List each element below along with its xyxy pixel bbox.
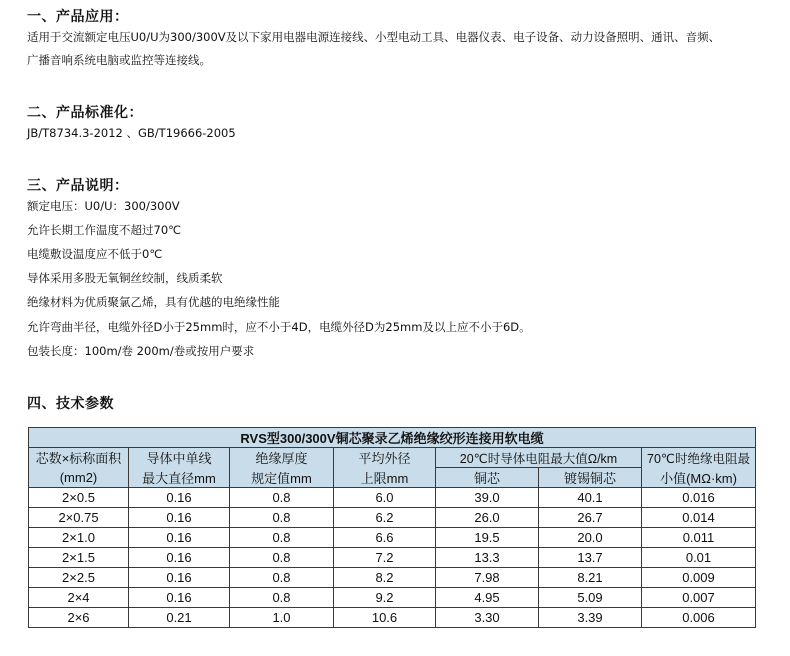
- table-title: RVS型300/300V铜芯聚录乙烯绝缘绞形连接用软电缆: [29, 428, 756, 448]
- table-cell: 0.16: [129, 548, 230, 568]
- header-tinned-copper: 镀锡铜芯: [539, 468, 642, 488]
- description-line: 电缆敷设温度应不低于0℃: [27, 247, 163, 261]
- table-cell: 3.39: [539, 608, 642, 628]
- table-cell: 0.16: [129, 508, 230, 528]
- table-cell: 2×2.5: [29, 568, 129, 588]
- table-cell: 26.0: [436, 508, 539, 528]
- table-cell: 10.6: [334, 608, 436, 628]
- table-row: [29, 528, 756, 548]
- header-insulation-resistance-unit: 小值(MΩ·km): [642, 468, 756, 488]
- description-line: 允许长期工作温度不超过70℃: [27, 223, 182, 237]
- table-cell: 1.0: [230, 608, 334, 628]
- table-cell: 6.0: [334, 488, 436, 508]
- header-wire-diameter-unit: 最大直径mm: [129, 468, 230, 488]
- table-cell: 2×4: [29, 588, 129, 608]
- table-cell: 6.6: [334, 528, 436, 548]
- section-heading-standards: 二、产品标准化：: [27, 105, 143, 121]
- table-cell: 0.8: [230, 568, 334, 588]
- header-cores-area: 芯数×标称面积: [29, 448, 129, 468]
- header-wire-diameter: 导体中单线: [129, 448, 230, 468]
- table-cell: 2×0.5: [29, 488, 129, 508]
- table-cell: 0.011: [642, 528, 756, 548]
- description-line: 绝缘材料为优质聚氯乙烯，具有优越的电绝缘性能: [27, 295, 280, 309]
- description-line: 包装长度：100m/卷 200m/卷或按用户要求: [27, 344, 255, 358]
- table-cell: 0.8: [230, 548, 334, 568]
- table-cell: 39.0: [436, 488, 539, 508]
- table-cell: 5.09: [539, 588, 642, 608]
- table-cell: 40.1: [539, 488, 642, 508]
- table-cell: 20.0: [539, 528, 642, 548]
- header-insulation-thickness: 绝缘厚度: [230, 448, 334, 468]
- table-cell: 0.016: [642, 488, 756, 508]
- table-cell: 0.009: [642, 568, 756, 588]
- table-cell: 0.8: [230, 508, 334, 528]
- table-cell: 7.98: [436, 568, 539, 588]
- description-line: 允许弯曲半径，电缆外径D小于25mm时，应不小于4D，电缆外径D为25mm及以上应不小于6D。: [27, 320, 531, 334]
- application-text-line1: 适用于交流额定电压U0/U为300/300V及以下家用电器电源连接线、小型电动工具、电器仪表、电子设备、动力设备照明、通讯、音频、: [27, 30, 721, 44]
- header-insulation-resistance: 70℃时绝缘电阻最: [642, 448, 756, 468]
- header-mean-diameter-unit: 上限mm: [334, 468, 436, 488]
- description-line: 导体采用多股无氧铜丝绞制，线质柔软: [27, 271, 223, 285]
- standards-text: JB/T8734.3-2012 、GB/T19666-2005: [27, 126, 236, 140]
- table-row: [29, 548, 756, 568]
- table-cell: 0.16: [129, 488, 230, 508]
- table-row: [29, 508, 756, 528]
- section-heading-description: 三、产品说明：: [27, 178, 129, 194]
- table-cell: 9.2: [334, 588, 436, 608]
- table-cell: 2×1.5: [29, 548, 129, 568]
- table-cell: 0.006: [642, 608, 756, 628]
- table-cell: 0.16: [129, 568, 230, 588]
- table-cell: 13.7: [539, 548, 642, 568]
- table-cell: 4.95: [436, 588, 539, 608]
- table-cell: 0.21: [129, 608, 230, 628]
- table-cell: 0.8: [230, 588, 334, 608]
- header-cores-area-unit: (mm2): [29, 468, 129, 488]
- table-cell: 2×1.0: [29, 528, 129, 548]
- description-line: 额定电压：U0/U：300/300V: [27, 199, 180, 213]
- table-cell: 0.16: [129, 528, 230, 548]
- table-cell: 7.2: [334, 548, 436, 568]
- spec-table: [28, 427, 756, 628]
- table-cell: 0.8: [230, 488, 334, 508]
- table-cell: 8.2: [334, 568, 436, 588]
- table-cell: 3.30: [436, 608, 539, 628]
- table-cell: 26.7: [539, 508, 642, 528]
- table-cell: 6.2: [334, 508, 436, 528]
- table-cell: 19.5: [436, 528, 539, 548]
- table-row: [29, 488, 756, 508]
- table-cell: 0.014: [642, 508, 756, 528]
- table-cell: 13.3: [436, 548, 539, 568]
- header-copper: 铜芯: [436, 468, 539, 488]
- table-row: [29, 588, 756, 608]
- table-row: [29, 608, 756, 628]
- table-cell: 8.21: [539, 568, 642, 588]
- section-heading-application: 一、产品应用：: [27, 9, 129, 25]
- header-mean-diameter: 平均外径: [334, 448, 436, 468]
- table-cell: 2×6: [29, 608, 129, 628]
- application-text-line2: 广播音响系统电脑或监控等连接线。: [27, 53, 211, 67]
- table-cell: 0.8: [230, 528, 334, 548]
- section-heading-specs: 四、技术参数: [27, 396, 114, 412]
- table-cell: 2×0.75: [29, 508, 129, 528]
- header-insulation-thickness-unit: 规定值mm: [230, 468, 334, 488]
- table-cell: 0.16: [129, 588, 230, 608]
- table-row: [29, 568, 756, 588]
- table-cell: 0.007: [642, 588, 756, 608]
- header-conductor-resistance: 20℃时导体电阻最大值Ω/km: [436, 448, 642, 468]
- table-cell: 0.01: [642, 548, 756, 568]
